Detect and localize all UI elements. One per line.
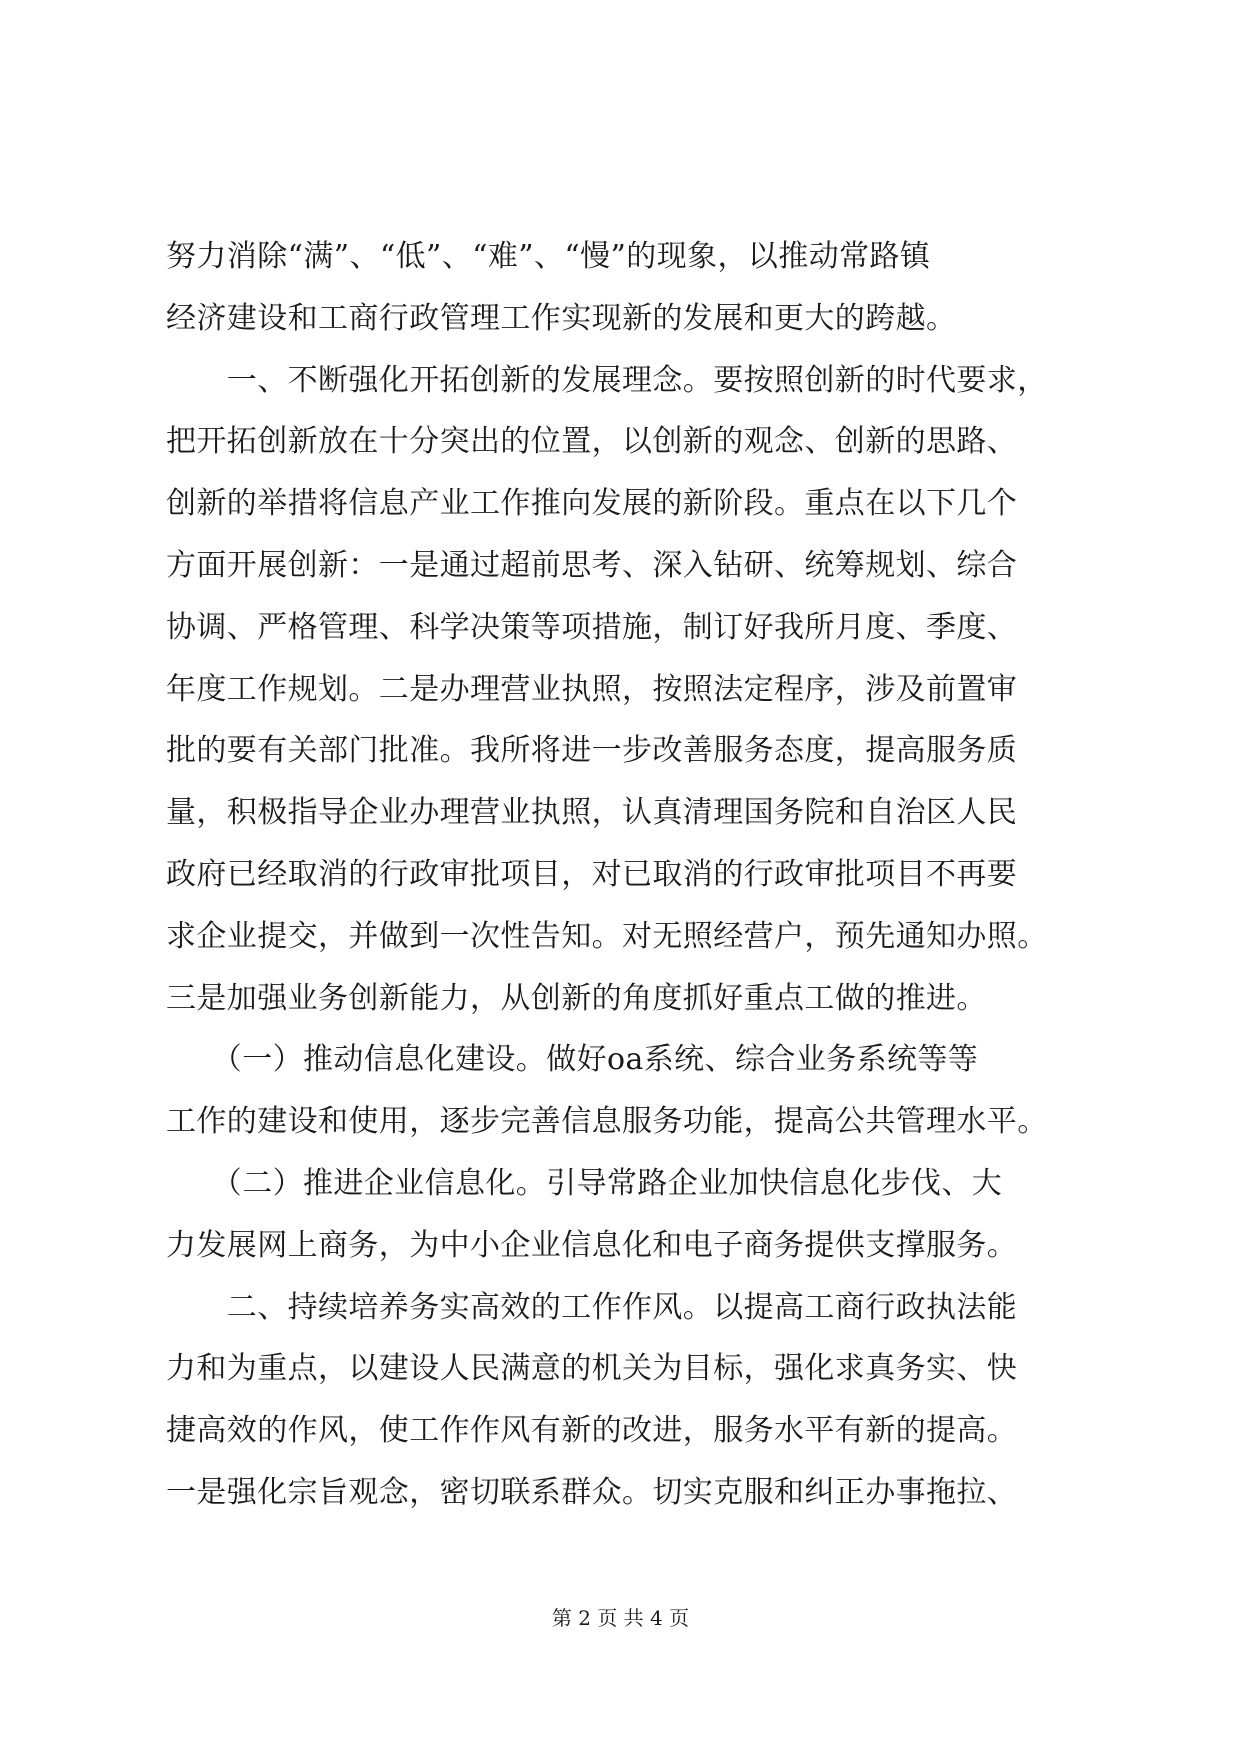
text-line: 力和为重点，以建设人民满意的机关为目标，强化求真务实、快 [166, 1351, 1018, 1387]
text-line: 工作的建设和使用，逐步完善信息服务功能，提高公共管理水平。 [166, 1104, 1048, 1140]
text-line: 协调、严格管理、科学决策等项措施，制订好我所月度、季度、 [166, 609, 1018, 645]
text-line: 力发展网上商务，为中小企业信息化和电子商务提供支撑服务。 [166, 1227, 1018, 1263]
text-line: 二、持续培养务实高效的工作作风。以提高工商行政执法能 [166, 1289, 1018, 1325]
text-line: 经济建设和工商行政管理工作实现新的发展和更大的跨越。 [166, 300, 957, 336]
text-line: 量，积极指导企业办理营业执照，认真清理国务院和自治区人民 [166, 795, 1018, 831]
text-line: 创新的举措将信息产业工作推向发展的新阶段。重点在以下几个 [166, 486, 1018, 522]
page-number-footer: 第 2 页 共 4 页 [551, 1606, 690, 1630]
text-line: （一）推动信息化建设。做好oa系统、综合业务系统等等 [166, 1042, 979, 1078]
text-line: 批的要有关部门批准。我所将进一步改善服务态度，提高服务质 [166, 733, 1018, 769]
text-line: 年度工作规划。二是办理营业执照，按照法定程序，涉及前置审 [166, 671, 1018, 707]
text-line: （二）推进企业信息化。引导常路企业加快信息化步伐、大 [166, 1165, 1003, 1201]
document-body [166, 226, 1082, 1524]
text-line: 一、不断强化开拓创新的发展理念。要按照创新的时代要求， [166, 362, 1048, 398]
text-line: 三是加强业务创新能力，从创新的角度抓好重点工做的推进。 [166, 980, 987, 1016]
text-line: 捷高效的作风，使工作作风有新的改进，服务水平有新的提高。 [166, 1413, 1018, 1449]
text-line: 政府已经取消的行政审批项目，对已取消的行政审批项目不再要 [166, 856, 1018, 892]
text-line: 求企业提交，并做到一次性告知。对无照经营户，预先通知办照。 [166, 918, 1048, 954]
text-line: 一是强化宗旨观念，密切联系群众。切实克服和纠正办事拖拉、 [166, 1474, 1018, 1510]
text-line: 把开拓创新放在十分突出的位置，以创新的观念、创新的思路、 [166, 424, 1018, 460]
text-line: 方面开展创新：一是通过超前思考、深入钻研、统筹规划、综合 [166, 547, 1018, 583]
text-line: 努力消除“满”、“低”、“难”、“慢”的现象，以推动常路镇 [166, 239, 931, 274]
